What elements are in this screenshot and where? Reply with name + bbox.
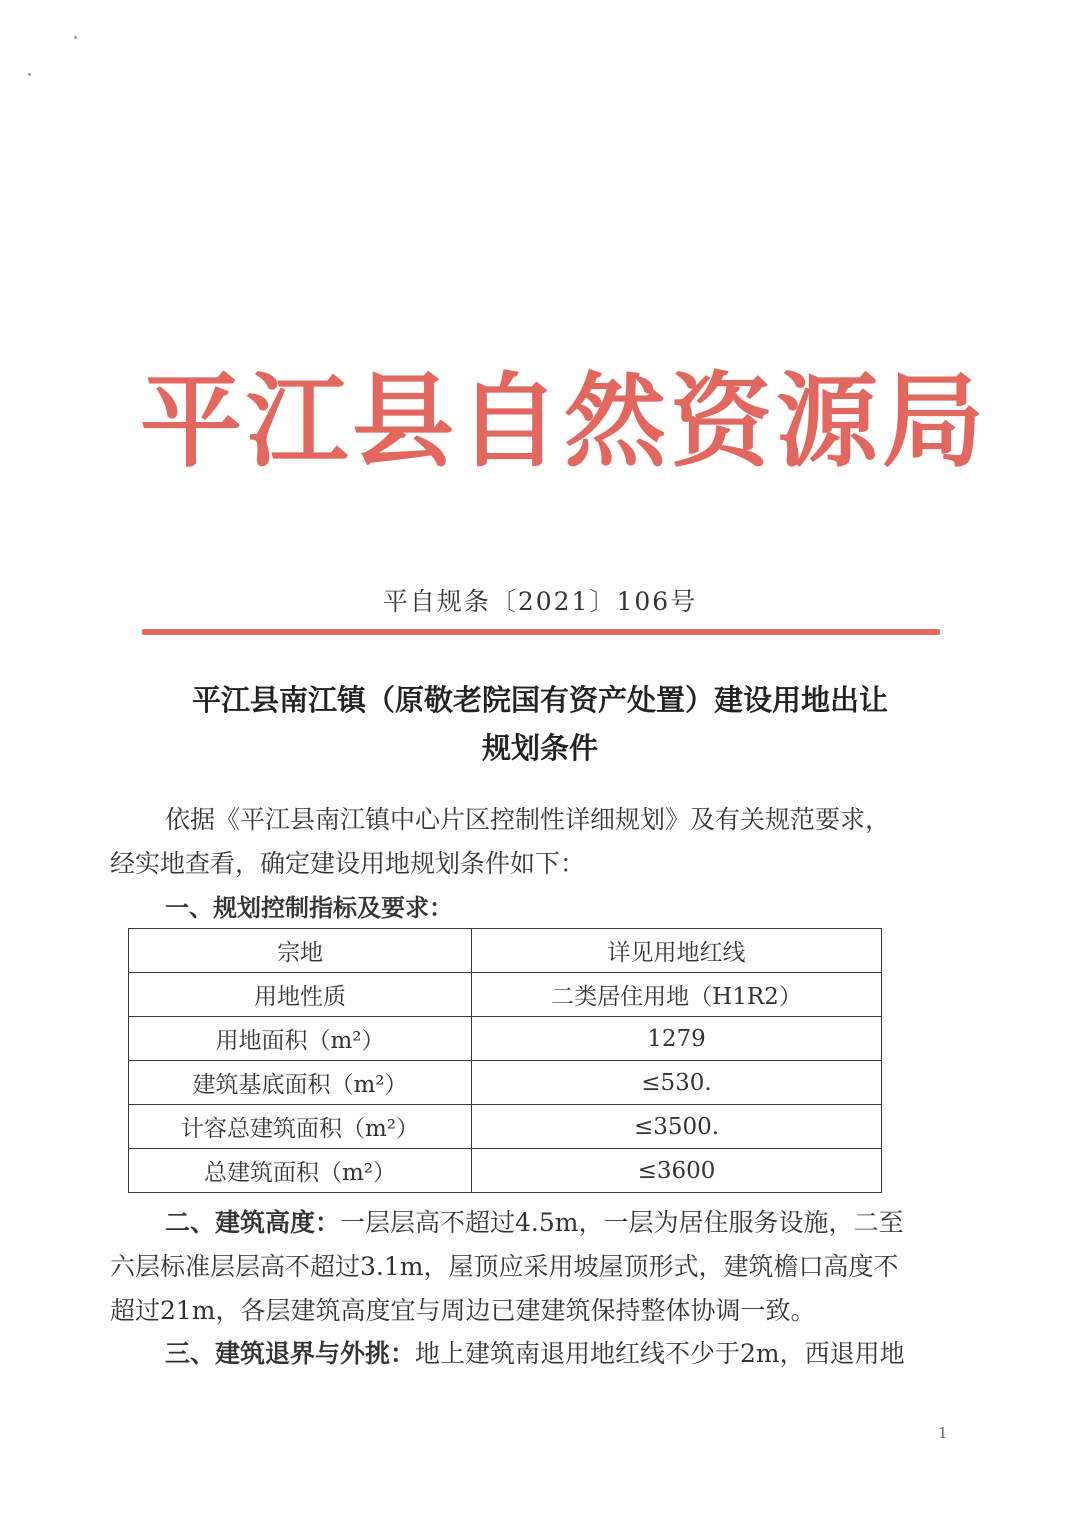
table-row xyxy=(129,1017,882,1061)
section-2-heading: 二、建筑高度： xyxy=(165,1208,341,1237)
table-cell-value: 详见用地红线 xyxy=(472,929,882,973)
section-3-line-1 xyxy=(110,1332,950,1376)
intro-line-2: 经实地查看，确定建设用地规划条件如下： xyxy=(110,849,586,878)
section-3-text-1: 地上建筑南退用地红线不少于2m，西退用地 xyxy=(415,1339,905,1368)
table-row xyxy=(129,1105,882,1149)
scan-speck xyxy=(74,36,77,39)
table-cell-label: 宗地 xyxy=(129,929,472,973)
section-2-paragraph xyxy=(110,1201,950,1333)
table-cell-value: 二类居住用地（H1R2） xyxy=(472,973,882,1017)
table-row xyxy=(129,1149,882,1193)
table-cell-label: 用地性质 xyxy=(129,973,472,1017)
document-title xyxy=(120,676,960,772)
table-cell-value: ≤530. xyxy=(472,1061,882,1105)
section-2-line-2: 六层标准层层高不超过3.1m，屋顶应采用坡屋顶形式，建筑檐口高度不 xyxy=(110,1252,899,1281)
section-2-line-3: 超过21m，各层建筑高度宜与周边已建建筑保持整体协调一致。 xyxy=(110,1296,816,1325)
page-number: 1 xyxy=(938,1424,948,1442)
document-number: 平自规条〔2021〕106号 xyxy=(382,587,698,616)
table-cell-value: ≤3500. xyxy=(472,1105,882,1149)
document-title-line-2: 规划条件 xyxy=(481,731,598,765)
table-cell-label: 计容总建筑面积（m²） xyxy=(129,1105,472,1149)
section-2-text-1: 一层层高不超过4.5m，一层为居住服务设施，二至 xyxy=(340,1208,904,1237)
table-row xyxy=(129,1061,882,1105)
table-cell-value: ≤3600 xyxy=(472,1149,882,1193)
section-3-paragraph xyxy=(110,1332,950,1376)
section-2-line-1 xyxy=(110,1201,950,1245)
planning-indicators-table xyxy=(128,928,882,1193)
document-title-line-1: 平江县南江镇（原敬老院国有资产处置）建设用地出让 xyxy=(191,683,888,717)
table-cell-value: 1279 xyxy=(472,1017,882,1061)
table-row xyxy=(129,929,882,973)
table-row xyxy=(129,973,882,1017)
section-1-heading: 一、规划控制指标及要求： xyxy=(165,894,453,922)
agency-letterhead: 平江县自然资源局 xyxy=(140,362,988,482)
table-cell-label: 用地面积（m²） xyxy=(129,1017,472,1061)
table-cell-label: 总建筑面积（m²） xyxy=(129,1149,472,1193)
intro-paragraph xyxy=(110,798,950,886)
section-3-heading: 三、建筑退界与外挑： xyxy=(165,1339,416,1368)
intro-line-1: 依据《平江县南江镇中心片区控制性详细规划》及有关规范要求， xyxy=(165,805,891,834)
red-divider xyxy=(142,629,940,635)
table-cell-label: 建筑基底面积（m²） xyxy=(129,1061,472,1105)
scan-speck xyxy=(28,73,31,76)
